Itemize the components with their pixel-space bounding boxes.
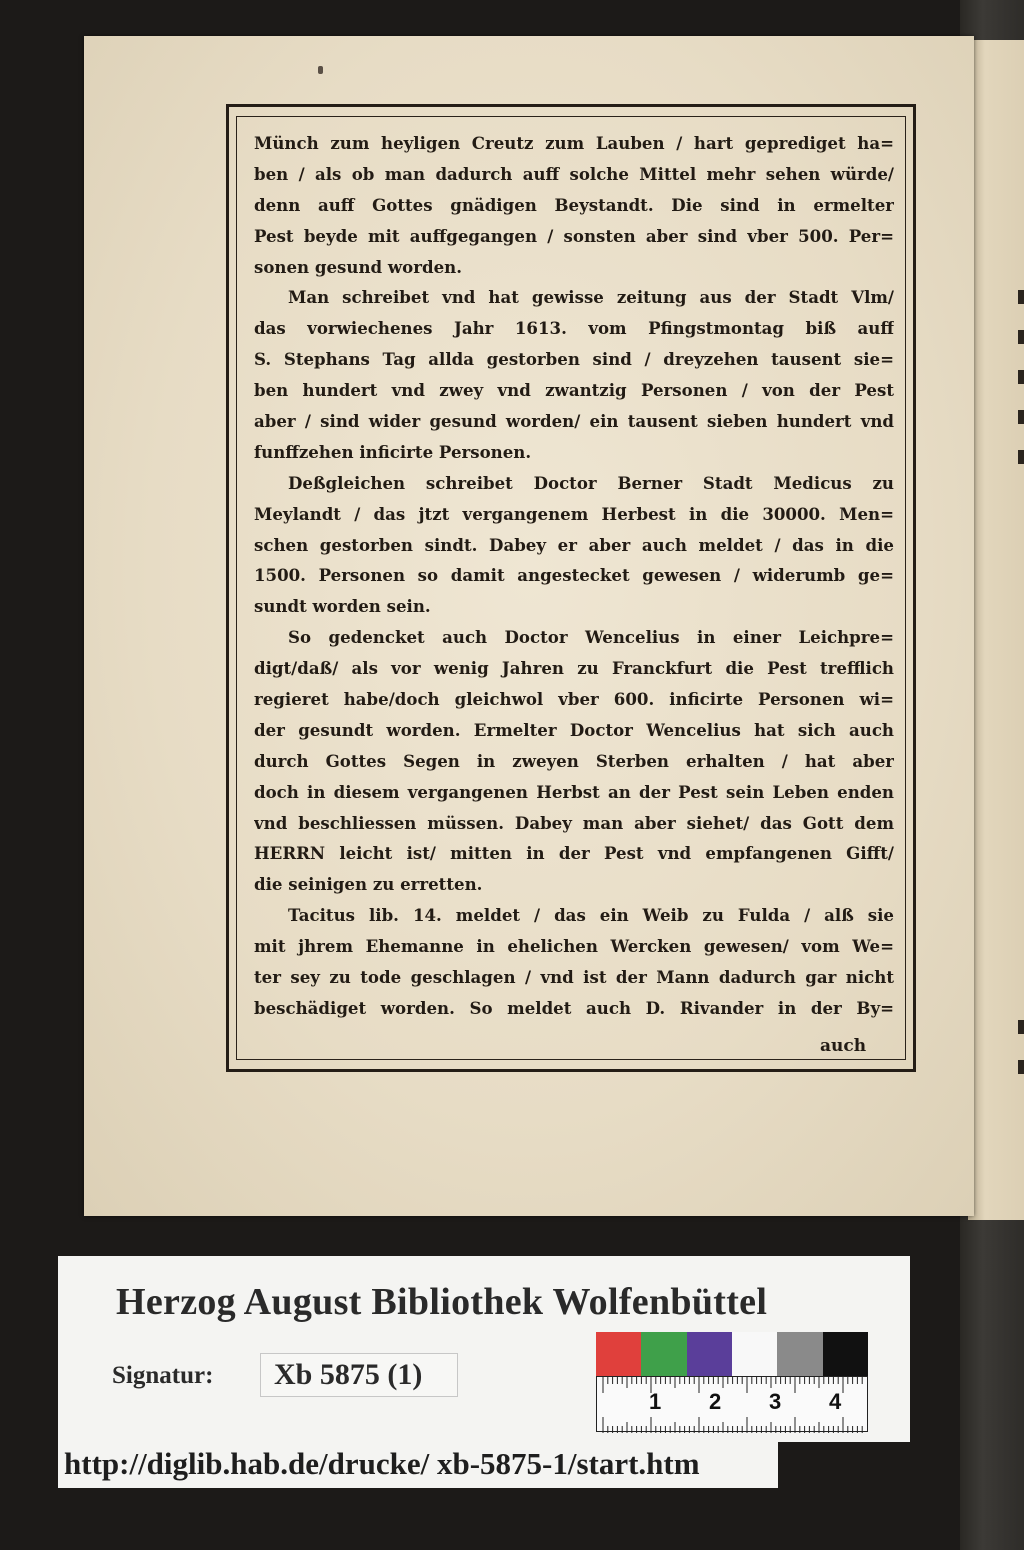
page-speck <box>318 66 323 74</box>
text-line: Man schreibet vnd hat gewisse zeitung aus der Stadt Vlm/ <box>288 287 894 308</box>
source-url: http://diglib.hab.de/drucke/ xb-5875-1/start.htm <box>64 1446 700 1481</box>
text-line: der gesundt worden. Ermelter Doctor Wencelius hat sich auch <box>254 719 894 740</box>
scale-ruler <box>596 1376 868 1432</box>
text-line: HERRN leicht ist/ mitten in der Pest vnd empfangenen Gifft/ <box>254 843 894 864</box>
catchword: auch <box>820 1036 867 1056</box>
color-patch <box>823 1332 868 1376</box>
text-line: regieret habe/doch gleichwol vber 600. inficirte Personen wi= <box>254 689 894 710</box>
adjacent-text-fragment <box>1018 1020 1024 1034</box>
text-line: Meylandt / das jtzt vergangenem Herbest in die 30000. Men= <box>254 503 894 524</box>
signature-label: Signatur: <box>112 1362 214 1389</box>
ruler-number: 2 <box>709 1389 722 1414</box>
color-patch <box>687 1332 732 1376</box>
text-line: vnd beschliessen müssen. Dabey man aber siehet/ das Gott dem <box>254 812 894 833</box>
ruler-number: 1 <box>649 1389 662 1414</box>
text-line: denn auff Gottes gnädigen Beystandt. Die sind in ermelter <box>254 194 894 215</box>
adjacent-text-fragment <box>1018 1060 1024 1074</box>
adjacent-text-fragment <box>1018 450 1024 464</box>
text-line: ben / als ob man dadurch auff solche Mittel mehr sehen würde/ <box>254 163 894 184</box>
signature-value: Xb 5875 (1) <box>274 1358 423 1391</box>
text-line: das vorwiechenes Jahr 1613. vom Pfingstmontag biß auff <box>254 318 894 339</box>
text-line: die seinigen zu erretten. <box>254 874 483 895</box>
color-patch <box>596 1332 641 1376</box>
color-patch <box>732 1332 777 1376</box>
text-line: Deßgleichen schreibet Doctor Berner Stadt Medicus zu <box>288 472 894 493</box>
color-calibration-bar <box>596 1332 868 1376</box>
text-line: sonen gesund worden. <box>254 256 462 277</box>
color-patch <box>777 1332 822 1376</box>
text-line: S. Stephans Tag allda gestorben sind / dreyzehen tausent sie= <box>254 349 894 370</box>
adjacent-text-fragment <box>1018 410 1024 424</box>
text-line: aber / sind wider gesund worden/ ein tausent sieben hundert vnd <box>254 411 894 432</box>
adjacent-text-fragment <box>1018 370 1024 384</box>
text-line: ben hundert vnd zwey vnd zwantzig Personen / von der Pest <box>254 380 894 401</box>
text-line: ter sey zu tode geschlagen / vnd ist der Mann dadurch gar nicht <box>254 967 894 988</box>
text-line: beschädiget worden. So meldet auch D. Rivander in der By= <box>254 997 894 1018</box>
ruler-number: 4 <box>829 1389 842 1414</box>
text-line: doch in diesem vergangenen Herbst an der Pest sein Leben enden <box>254 781 894 802</box>
text-line: funffzehen inficirte Personen. <box>254 441 532 462</box>
text-line: Pest beyde mit auffgegangen / sonsten aber sind vber 500. Per= <box>254 225 894 246</box>
text-line: durch Gottes Segen in zweyen Sterben erhalten / hat aber <box>254 750 894 771</box>
text-line: sundt worden sein. <box>254 596 431 617</box>
text-line: Tacitus lib. 14. meldet / das ein Weib zu Fulda / alß sie <box>288 905 894 926</box>
library-name: Herzog August Bibliothek Wolfenbüttel <box>116 1281 768 1323</box>
text-line: So gedencket auch Doctor Wencelius in einer Leichpre= <box>288 627 894 648</box>
ruler-number: 3 <box>769 1389 782 1414</box>
adjacent-page-edge <box>968 40 1024 1220</box>
text-line: schen gestorben sindt. Dabey er aber auch meldet / das in die <box>254 534 894 555</box>
text-line: mit jhrem Ehemanne in ehelichen Wercken gewesen/ vom We= <box>254 936 894 957</box>
adjacent-text-fragment <box>1018 290 1024 304</box>
text-line: Münch zum heyligen Creutz zum Lauben / hart geprediget ha= <box>254 133 894 153</box>
color-patch <box>641 1332 686 1376</box>
adjacent-text-fragment <box>1018 330 1024 344</box>
text-line <box>254 1024 894 1028</box>
text-line: 1500. Personen so damit angestecket gewesen / widerumb ge= <box>254 565 894 586</box>
text-line: digt/daß/ als vor wenig Jahren zu Franckfurt die Pest trefflich <box>254 658 894 679</box>
page-text <box>254 128 894 1028</box>
